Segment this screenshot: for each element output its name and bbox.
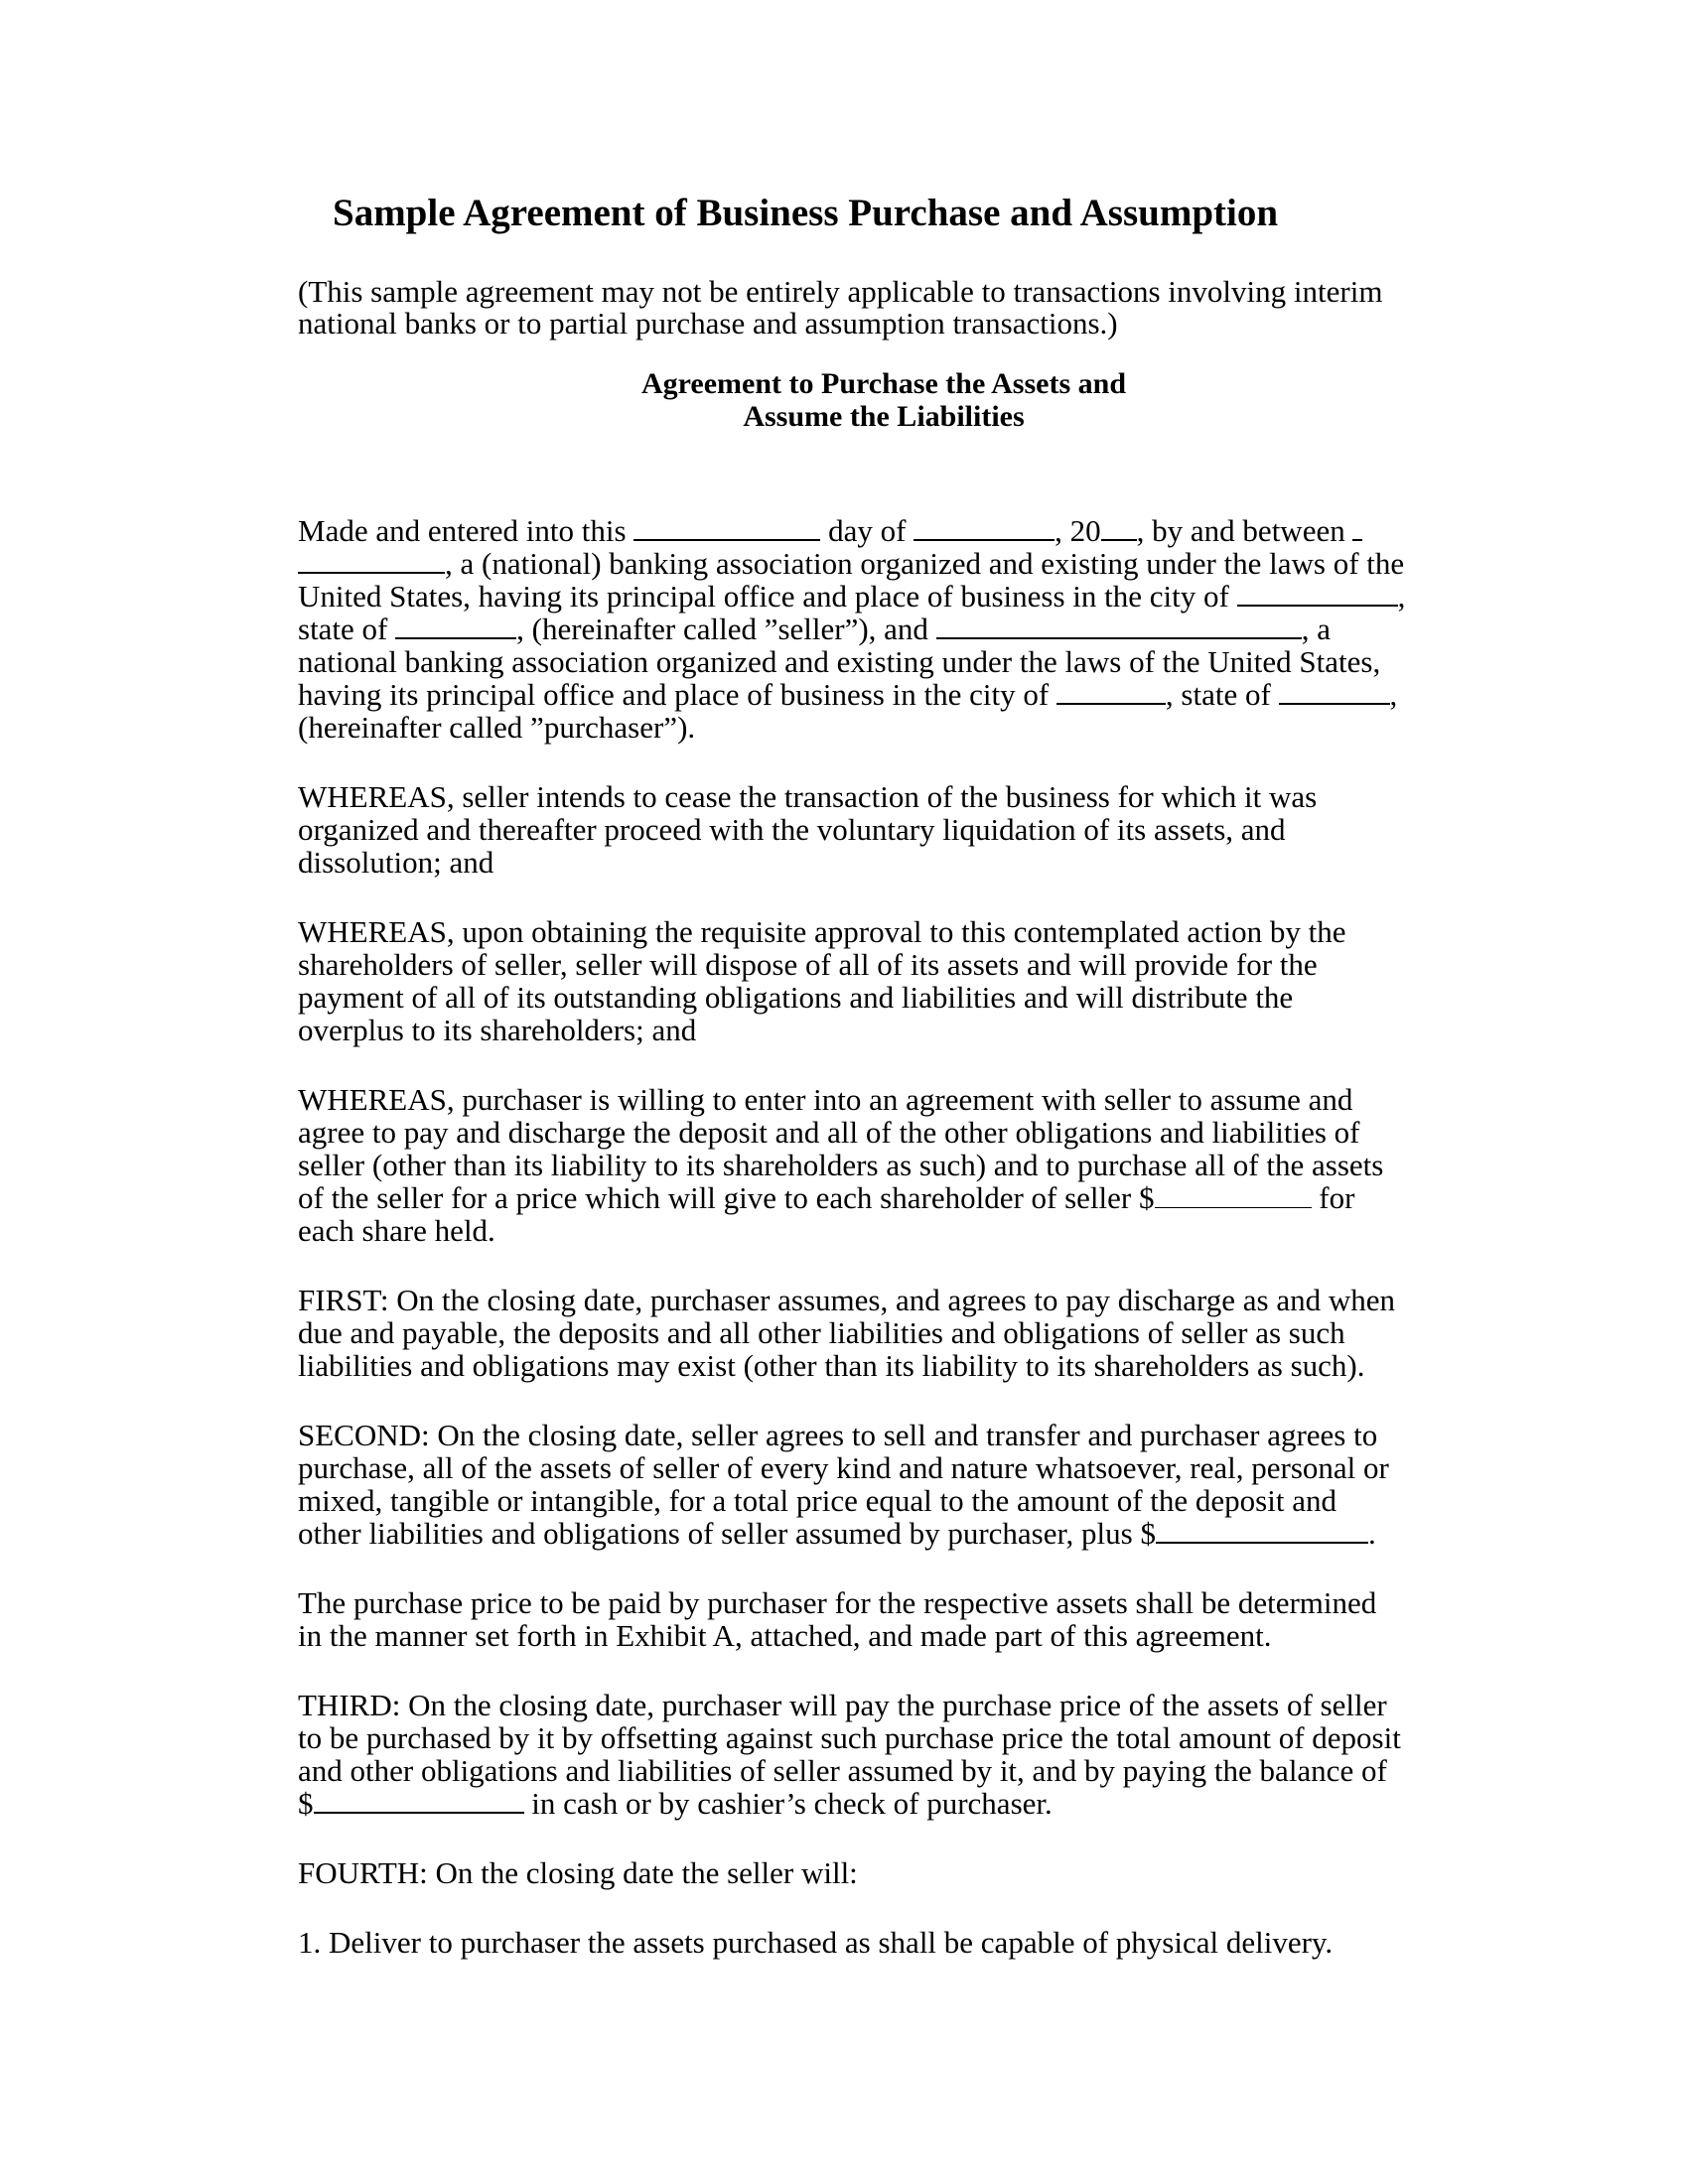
text-line: WHEREAS, seller intends to cease the transaction of the business for which it was <box>298 779 1318 814</box>
purchaser-state-blank <box>1279 679 1390 705</box>
intro-line: national banks or to partial purchase and assumption transactions.) <box>298 306 1118 341</box>
first-clause <box>298 1284 1405 1382</box>
text-line: purchase, all of the assets of seller of every kind and nature whatsoever, real, personal or <box>298 1450 1389 1485</box>
text: Made and entered into this <box>298 513 634 548</box>
text-line: shareholders of seller, seller will dispose of all of its assets and will provide for the <box>298 947 1318 982</box>
seller-name-blank <box>298 548 445 574</box>
text: , a (national) banking association organized and existing under the laws of the <box>445 546 1405 581</box>
text-line: agree to pay and discharge the deposit and all of the other obligations and liabilities of <box>298 1115 1360 1150</box>
text-line: national banking association organized and existing under the laws of the United States, <box>298 644 1381 679</box>
purchaser-city-blank <box>1056 679 1166 705</box>
heading-line: Agreement to Purchase the Assets and <box>640 367 1126 400</box>
seller-name-blank-start <box>1352 515 1362 541</box>
text-line: each share held. <box>298 1213 495 1248</box>
additional-amount-blank <box>1156 1518 1368 1544</box>
text: other liabilities and obligations of seller assumed by purchaser, plus $ <box>298 1516 1156 1551</box>
text-line: liabilities and obligations may exist (other than its liability to its shareholders as such). <box>298 1348 1365 1383</box>
text-line: to be purchased by it by offsetting against such purchase price the total amount of deposit <box>298 1720 1401 1755</box>
purchaser-name-blank <box>936 614 1302 639</box>
text-line: due and payable, the deposits and all other liabilities and obligations of seller as such <box>298 1315 1345 1350</box>
text: United States, having its principal office and place of business in the city of <box>298 579 1237 614</box>
third-clause <box>298 1689 1405 1820</box>
text-line: THIRD: On the closing date, purchaser will pay the purchase price of the assets of seller <box>298 1688 1387 1722</box>
text: , 20 <box>1055 513 1101 548</box>
numbered-item <box>298 1926 1405 1959</box>
text-line: seller (other than its liability to its shareholders as such) and to purchase all of the assets <box>298 1148 1384 1182</box>
text-line: 1. Deliver to purchaser the assets purchased as shall be capable of physical delivery. <box>298 1925 1334 1960</box>
seller-city-blank <box>1237 581 1398 607</box>
text: $ <box>298 1786 314 1821</box>
second-clause <box>298 1419 1405 1550</box>
text-line: WHEREAS, upon obtaining the requisite approval to this contemplated action by the <box>298 914 1346 949</box>
text: day of <box>820 513 914 548</box>
intro-line: (This sample agreement may not be entirely applicable to transactions involving interim <box>298 274 1383 309</box>
text-line: organized and thereafter proceed with the voluntary liquidation of its assets, and <box>298 812 1286 847</box>
text-line: mixed, tangible or intangible, for a total price equal to the amount of the deposit and <box>298 1483 1336 1518</box>
whereas-paragraph <box>298 780 1405 879</box>
text: state of <box>298 612 396 646</box>
text-line: in the manner set forth in Exhibit A, attached, and made part of this agreement. <box>298 1618 1272 1653</box>
purchase-price-paragraph <box>298 1586 1405 1652</box>
text: , by and between <box>1136 513 1353 548</box>
heading-line: Assume the Liabilities <box>743 400 1025 433</box>
text: . <box>1368 1516 1376 1551</box>
text-line: SECOND: On the closing date, seller agrees to sell and transfer and purchaser agrees to <box>298 1418 1378 1452</box>
text: in cash or by cashier’s check of purchaser. <box>523 1786 1053 1821</box>
text-line: payment of all of its outstanding obligations and liabilities and will distribute the <box>298 980 1294 1015</box>
text-line: The purchase price to be paid by purchaser for the respective assets shall be determined <box>298 1585 1377 1620</box>
per-share-amount-blank <box>1155 1183 1312 1208</box>
day-blank <box>633 515 820 541</box>
text: , a <box>1301 612 1331 646</box>
document-title: Sample Agreement of Business Purchase and Assumption <box>333 192 1279 234</box>
agreement-heading <box>0 367 1688 433</box>
text: , <box>1389 677 1398 712</box>
fourth-clause <box>298 1856 1405 1889</box>
text-line: FOURTH: On the closing date the seller will: <box>298 1855 858 1890</box>
agreement-body <box>298 514 1405 1995</box>
text: having its principal office and place of business in the city of <box>298 677 1056 712</box>
text-line: overplus to its shareholders; and <box>298 1013 697 1047</box>
balance-amount-blank <box>314 1788 524 1814</box>
opening-paragraph <box>298 514 1405 744</box>
text: , <box>1397 579 1406 614</box>
text-line: FIRST: On the closing date, purchaser assumes, and agrees to pay discharge as and when <box>298 1283 1395 1317</box>
whereas-paragraph <box>298 915 1405 1046</box>
whereas-paragraph <box>298 1083 1405 1247</box>
intro-note <box>298 276 1382 340</box>
text: of the seller for a price which will give to each shareholder of seller $ <box>298 1180 1155 1215</box>
text: for <box>1311 1180 1355 1215</box>
text-line: dissolution; and <box>298 845 494 880</box>
year-blank <box>1101 515 1137 541</box>
text-line: WHEREAS, purchaser is willing to enter into an agreement with seller to assume and <box>298 1082 1353 1117</box>
text: , (hereinafter called ”seller”), and <box>516 612 936 646</box>
text-line: (hereinafter called ”purchaser”). <box>298 710 696 745</box>
text: , state of <box>1165 677 1279 712</box>
text-line: and other obligations and liabilities of seller assumed by it, and by paying the balance of <box>298 1753 1387 1788</box>
seller-state-blank <box>395 614 516 639</box>
month-blank <box>914 515 1055 541</box>
